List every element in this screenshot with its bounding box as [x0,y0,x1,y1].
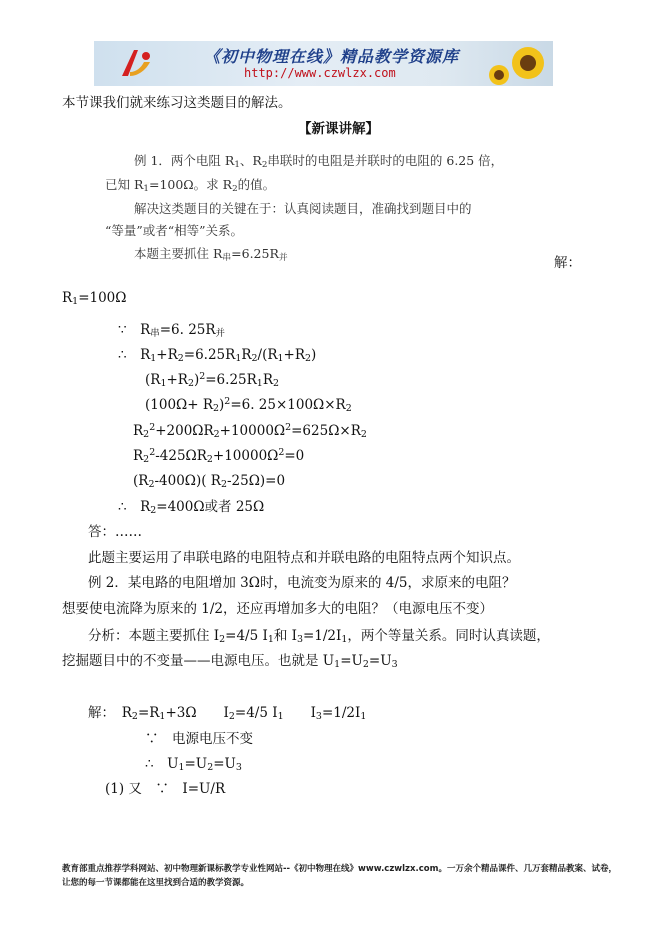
answer-line: 答：…… [88,524,142,540]
example1-line1: 例 1．两个电阻 $R_1$、$R_2$串联时的电阻是并联时的电阻的 6.25 倍， [134,153,504,170]
step-7: $(R_2-400\Omega)$( $R_2-25\Omega)=0$ [133,473,286,490]
section-heading: 【新课讲解】 [298,121,379,137]
example1-line5: 本题主要抓住 $R_串=6.25R_并$ [134,246,288,263]
analysis-line2: 挖掘题目中的不变量——电源电压。也就是 $U_1=U_2=U_3$ [62,653,398,670]
header-banner [94,41,553,86]
analysis-line1: 分析：本题主要抓住 $I_2=4/5$ $I_1$和 $I_3=1/2I_1$，两个等量关系。同时认真读题， [88,628,550,645]
solution-label: 解： [554,255,581,271]
banner-title: 《初中物理在线》精品教学资源库 [204,47,460,66]
step-5: $R_2^2+200\Omega R_2+10000\Omega^2=625\Omega\times R_2$ [133,422,367,440]
intro-line: 本节课我们就来练习这类题目的解法。 [62,95,292,111]
step-3: $(R_1+R_2)^2=6.25R_1R_2$ [145,371,279,389]
solution2-line4: (1) 又 ∵ I=U/R [105,781,226,797]
solution2-line1: 解： $R_2=R_1+3\Omega$ $I_2=4/5$ $I_1$ $I_3=1/2I_1$ [88,705,367,722]
step-6: $R_2^2-425\Omega R_2+10000\Omega^2=0$ [133,447,305,465]
solution2-line3: ∴ $U_1=U_2=U_3$ [145,756,242,773]
step-2: ∴ $R_1+R_2=6.25R_1R_2/(R_1+R_2)$ [118,347,317,364]
solution2-line2: ∵ 电源电压不变 [145,731,253,747]
example1-line4: “等量”或者“相等”关系。 [105,223,244,238]
step-1: ∵ $R_串=6$. $25R_并$ [118,322,225,339]
banner-url[interactable]: http://www.czwlzx.com [244,66,396,80]
example1-line3: 解决这类题目的关键在于：认真阅读题目，准确找到题目中的 [134,201,472,216]
summary-line: 此题主要运用了串联电路的电阻特点和并联电路的电阻特点两个知识点。 [88,550,520,566]
given-r1: $R_1=100\Omega$ [62,290,127,307]
example1-line2: 已知 $R_1=100\Omega$。求 $R_2$的值。 [105,177,276,194]
step-8: ∴ $R_2=400\Omega$或者 25Ω [118,499,265,516]
example2-line1: 例 2．某电路的电阻增加 3Ω时，电流变为原来的 4/5，求原来的电阻？ [88,575,516,591]
sunflower-icon [483,41,553,86]
step-4: $(100\Omega+ R_2)^2=6$. $25\times 100\Omega\times R_2$ [145,396,352,414]
page-footer: 教育部重点推荐学科网站、初中物理新课标教学专业性网站--《初中物理在线》www.czwlzx.com。一万余个精品课件、几万套精品教案、试卷，让您的每一节课都能在这里找到合适的教学资源。 [62,864,617,888]
example2-line2: 想要使电流降为原来的 1/2，还应再增加多大的电阻？（电源电压不变） [62,601,494,617]
site-logo-icon [116,46,156,82]
